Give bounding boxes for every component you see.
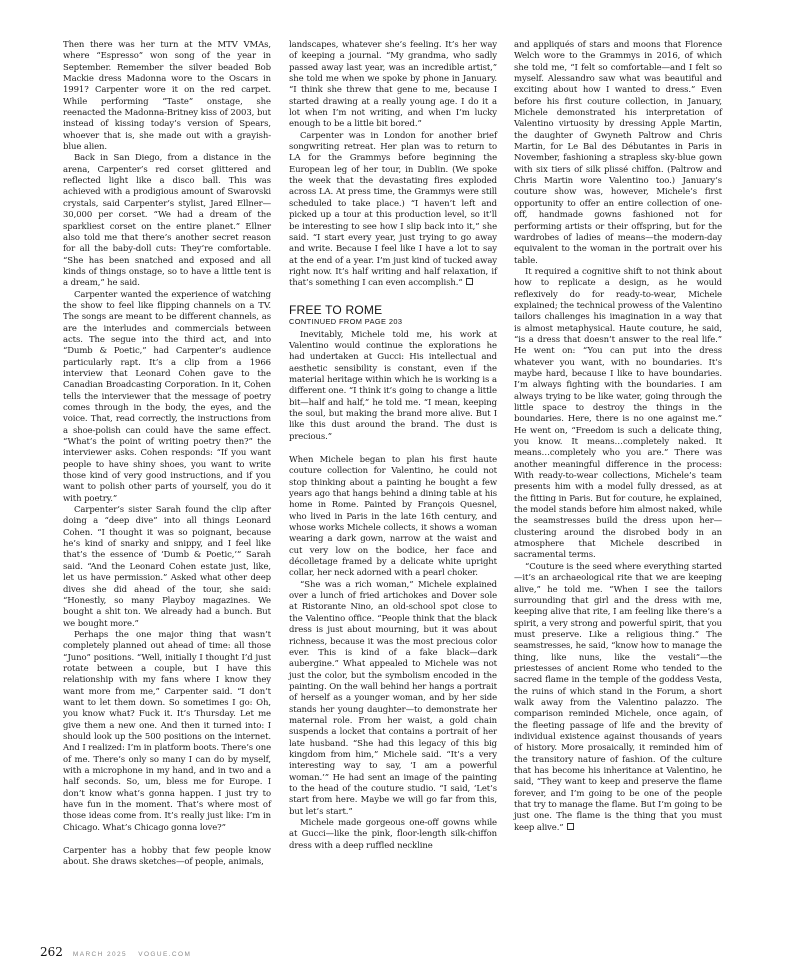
end-mark-icon bbox=[466, 278, 473, 285]
section-heading: FREE TO ROME bbox=[289, 302, 383, 317]
paragraph: Perhaps the one major thing that wasn’t completely planned out ahead of time: all those “Juno” positions. “Well, initially I thought I’d just rotate between a couple, but I have this relationship with my fans where I know they want more from me,” Carpenter said. “I don’t want to let them down. So sometimes I go: Oh, you know what? Fuck it. It’s Thursday. Let me give them a new one. And then it turned into: I should look up the 500 positions on the internet. And I realized: I’m in platform boots. There’s one of me. There’s only so many I can do by myself, with a microphone in my hand, and in two and a half seconds. So, um, bless me for Europe. I don’t know what’s gonna happen. I just try to have fun in the moment. That’s where most of those ideas come from. It’s really just like: I’m in Chicago. What’s Chicago gonna love?” bbox=[63, 629, 271, 833]
site-name: VOGUE.COM bbox=[138, 951, 192, 958]
paragraph: Carpenter has a hobby that few people know about. She draws sketches—of people, animals, bbox=[63, 846, 271, 868]
paragraph: Back in San Diego, from a distance in the arena, Carpenter’s red corset glittered and reflected light like a disco ball. This was achieved with a prodigious amount of Swarovski crystals, said Carpenter’s stylist, Jared Ellner—30,000 per corset. “We had a dream of the sparkliest corset on the entire planet.” Ellner also told me that there’s another secret reason for all the baby-doll cuts: They’re comfortable. “She has been snatched and exposed and all kinds of things onstage, so to have a little tent is a dream,” he said. bbox=[63, 153, 271, 289]
paragraph bbox=[514, 562, 722, 834]
paragraph: Then there was her turn at the MTV VMAs, where “Espresso” won song of the year in September. Remember the silver beaded Bob Mackie dress Madonna wore to the Oscars in 1991? Carpenter wore it on the red carpet. While performing “Taste” onstage, she reenacted the Madonna-Britney kiss of 2003, but instead of kissing today’s version of Spears, whoever that is, she made out with a grayish-blue alien. bbox=[63, 40, 271, 153]
paragraph: It required a cognitive shift to not think about how to replicate a design, as he would reflexively do for ready-to-wear, Michele explained; the technical prowess of the Valentino tailors challenges his imagination in a way that is almost metaphysical. Haute couture, he said, “is a dress that doesn’t answer to the real life.” He went on: “You can put into the dress whatever you want, with no boundaries. It’s maybe hard, because I like to have boundaries. I’m always fighting with the boundaries. I am always trying to be like water, going through the little space to destroy the things in the boundaries. Here, there is no one against me.” He went on, “Freedom is such a delicate thing, you know. It means…completely naked. It means…completely who you are.” There was another meaningful difference in the process: With ready-to-wear collections, Michele’s team presents him with a model fully dressed, as at the fitting in Paris. But for couture, he explained, the model stands before him almost naked, while the seamstresses build the dress upon her—clustering around the disrobed body in an atmosphere that Michele described in sacramental terms. bbox=[514, 266, 722, 561]
paragraph: Michele made gorgeous one-off gowns while at Gucci—like the pink, floor-length silk-chiffon dress with a deep ruffled neckline bbox=[289, 818, 497, 851]
issue-date: MARCH 2025 bbox=[72, 951, 128, 958]
paragraph: “She was a rich woman,” Michele explained over a lunch of fried artichokes and Dover sole at Ristorante Nino, an old-school spot close to the Valentino office. “People think that the black dress is just about mourning, but it was about richness, because it was the most precious color ever. This is kind of a fake black—dark aubergine.” What appealed to Michele was not just the color, but the symbolism encoded in the painting. On the wall behind her hangs a portrait of herself as a younger woman, and by her side stands her young daughter—to demonstrate her maternal role. From her waist, a gold chain suspends a locket that contains a portrait of her late husband. “She had this legacy of this big kingdom from him,” Michele said. “It’s a very interesting way to say, ‘I am a powerful woman.’” He had sent an image of the painting to the head of the couture studio. “I said, ‘Let’s start from here. Maybe we will go far from this, but let’s start.” bbox=[289, 579, 497, 817]
paragraph: landscapes, whatever she’s feeling. It’s her way of keeping a journal. “My grandma, who sadly passed away last year, was an incredible artist,” she told me when we spoke by phone in January. “I think she threw that gene to me, because I started drawing at a really young age. I do it a lot when I’m not writing, and when I’m lucky enough to be a little bit bored.” bbox=[289, 40, 497, 130]
footer-dateline bbox=[73, 951, 191, 958]
paragraph: and appliqués of stars and moons that Florence Welch wore to the Grammys in 2016, of which she told me, “I felt so comfortable—and I felt so myself. Alessandro saw what was beautiful and exciting about how I wanted to dress.” Even before his first couture collection, in January, Michele demonstrated his interpretation of Valentino virtuosity by dressing Apple Martin, the daughter of Gwyneth Paltrow and Chris Martin, for Le Bal des Débutantes in Paris in November, fashioning a strapless sky-blue gown with six tiers of silk plissé chiffon. (Paltrow and Chris Martin wore Valentino too.) January’s couture show was, however, Michele’s first opportunity to offer an entire collection of one-off, handmade gowns fashioned not for performing artists or their offspring, but for the wardrobes of ladies of means—the modern-day equivalent to the woman in the portrait over his table. bbox=[514, 40, 722, 266]
paragraph: When Michele began to plan his first haute couture collection for Valentino, he could not stop thinking about a painting he bought a few years ago that hangs behind a dining table at his home in Rome. Painted by François Quesnel, who lived in Paris in the late 16th century, and whose works Michele collects, it shows a woman wearing a dark gown, narrow at the waist and cut very low on the bodice, her face and décolletage framed by a delicate white upright collar, her neck adorned with a pearl choker. bbox=[289, 455, 497, 579]
paragraph bbox=[289, 131, 497, 290]
paragraph-text: Carpenter was in London for another brief songwriting retreat. Her plan was to return to LA for the Grammys before beginning the European leg of her tour, in Dublin. (We spoke the week that the devastating fires exploded across LA. At press time, the Grammys were still scheduled to take place.) “I haven’t left and picked up a tour at this production level, so it’ll be interesting to see how I slip back into it,” she said. “I start every year, just trying to go away and write. Because I feel like I have a lot to say at the end of a year. I’m just kind of tucked away right now. It’s half writing and half relaxation, if that’s something I can even accomplish.” bbox=[289, 130, 497, 289]
text-column-left bbox=[63, 40, 271, 869]
paragraph: Carpenter’s sister Sarah found the clip after doing a “deep dive” into all things Leonard Cohen. “I thought it was so poignant, because he’s kind of snarky and snippy, and I feel like that’s the essence of ‘Dumb & Poetic,’” Sarah said. “And the Leonard Cohen estate just, like, let us have permission.” Asked what other deep dives she did ahead of the tour, she said: “Honestly, so many Playboy magazines. We bought a shit ton. We already had a bunch. But we bought more.” bbox=[63, 505, 271, 629]
paragraph-text: “Couture is the seed where everything started—it’s an archaeological rite that we are keeping alive,” he told me. “When I see the tailors surrounding that girl and the dress with me, keeping alive that rite, I am feeling like there’s a spirit, a very strong and powerful spirit, that you must preserve. Like a religious thing.” The seamstresses, he said, “know how to manage the thing, like nuns, like the vestali”—the priestesses of ancient Rome who tended to the sacred flame in the temple of the goddess Vesta, the ruins of which stand in the Forum, a short walk away from the Valentino palazzo. The comparison reminded Michele, once again, of the fleeting passage of life and the brevity of individual existence against thousands of years of history. More prosaically, it reminded him of the transitory nature of fashion. Of the culture that has become his inheritance at Valentino, he said, “They want to keep and preserve the flame forever, and I’m going to be one of the people that try to manage the flame. But I’m going to be just one. The flame is the thing that you must keep alive.” bbox=[514, 561, 722, 833]
paragraph: Carpenter wanted the experience of watching the show to feel like flipping channels on a TV. The songs are meant to be different channels, as are the interludes and commercials between acts. The segue into the third act, and into “Dumb & Poetic,” had Carpenter’s audience particularly rapt. It’s a clip from a 1966 interview that Leonard Cohen gave to the Canadian Broadcasting Corporation. In it, Cohen tells the interviewer that the message of poetry comes through in the body, the eyes, and the voice. That, read correctly, the instructions from a shoe-polish can could have the same effect. “What’s the point of writing poetry then?” the interviewer asks. Cohen responds: “If you want people to have shiny shoes, you want to write those kind of very good instructions, and if you want to polish other parts of yourself, you do it with poetry.” bbox=[63, 289, 271, 504]
continued-from-label: CONTINUED FROM PAGE 203 bbox=[289, 316, 403, 326]
paragraph: Inevitably, Michele told me, his work at Valentino would continue the explorations he had undertaken at Gucci: His intellectual and aesthetic sensibility is constant, even if the material heritage within which he is working is a different one. “I think it’s going to change a little bit—half and half,” he told me. “I mean, keeping the soul, but making the brand more alive. But I like this dust around the brand. The dust is precious.” bbox=[289, 329, 497, 442]
text-column-middle bbox=[289, 40, 497, 852]
text-column-right bbox=[514, 40, 722, 834]
page-footer bbox=[40, 945, 191, 959]
page-number: 262 bbox=[40, 945, 63, 959]
end-mark-icon bbox=[567, 823, 574, 830]
